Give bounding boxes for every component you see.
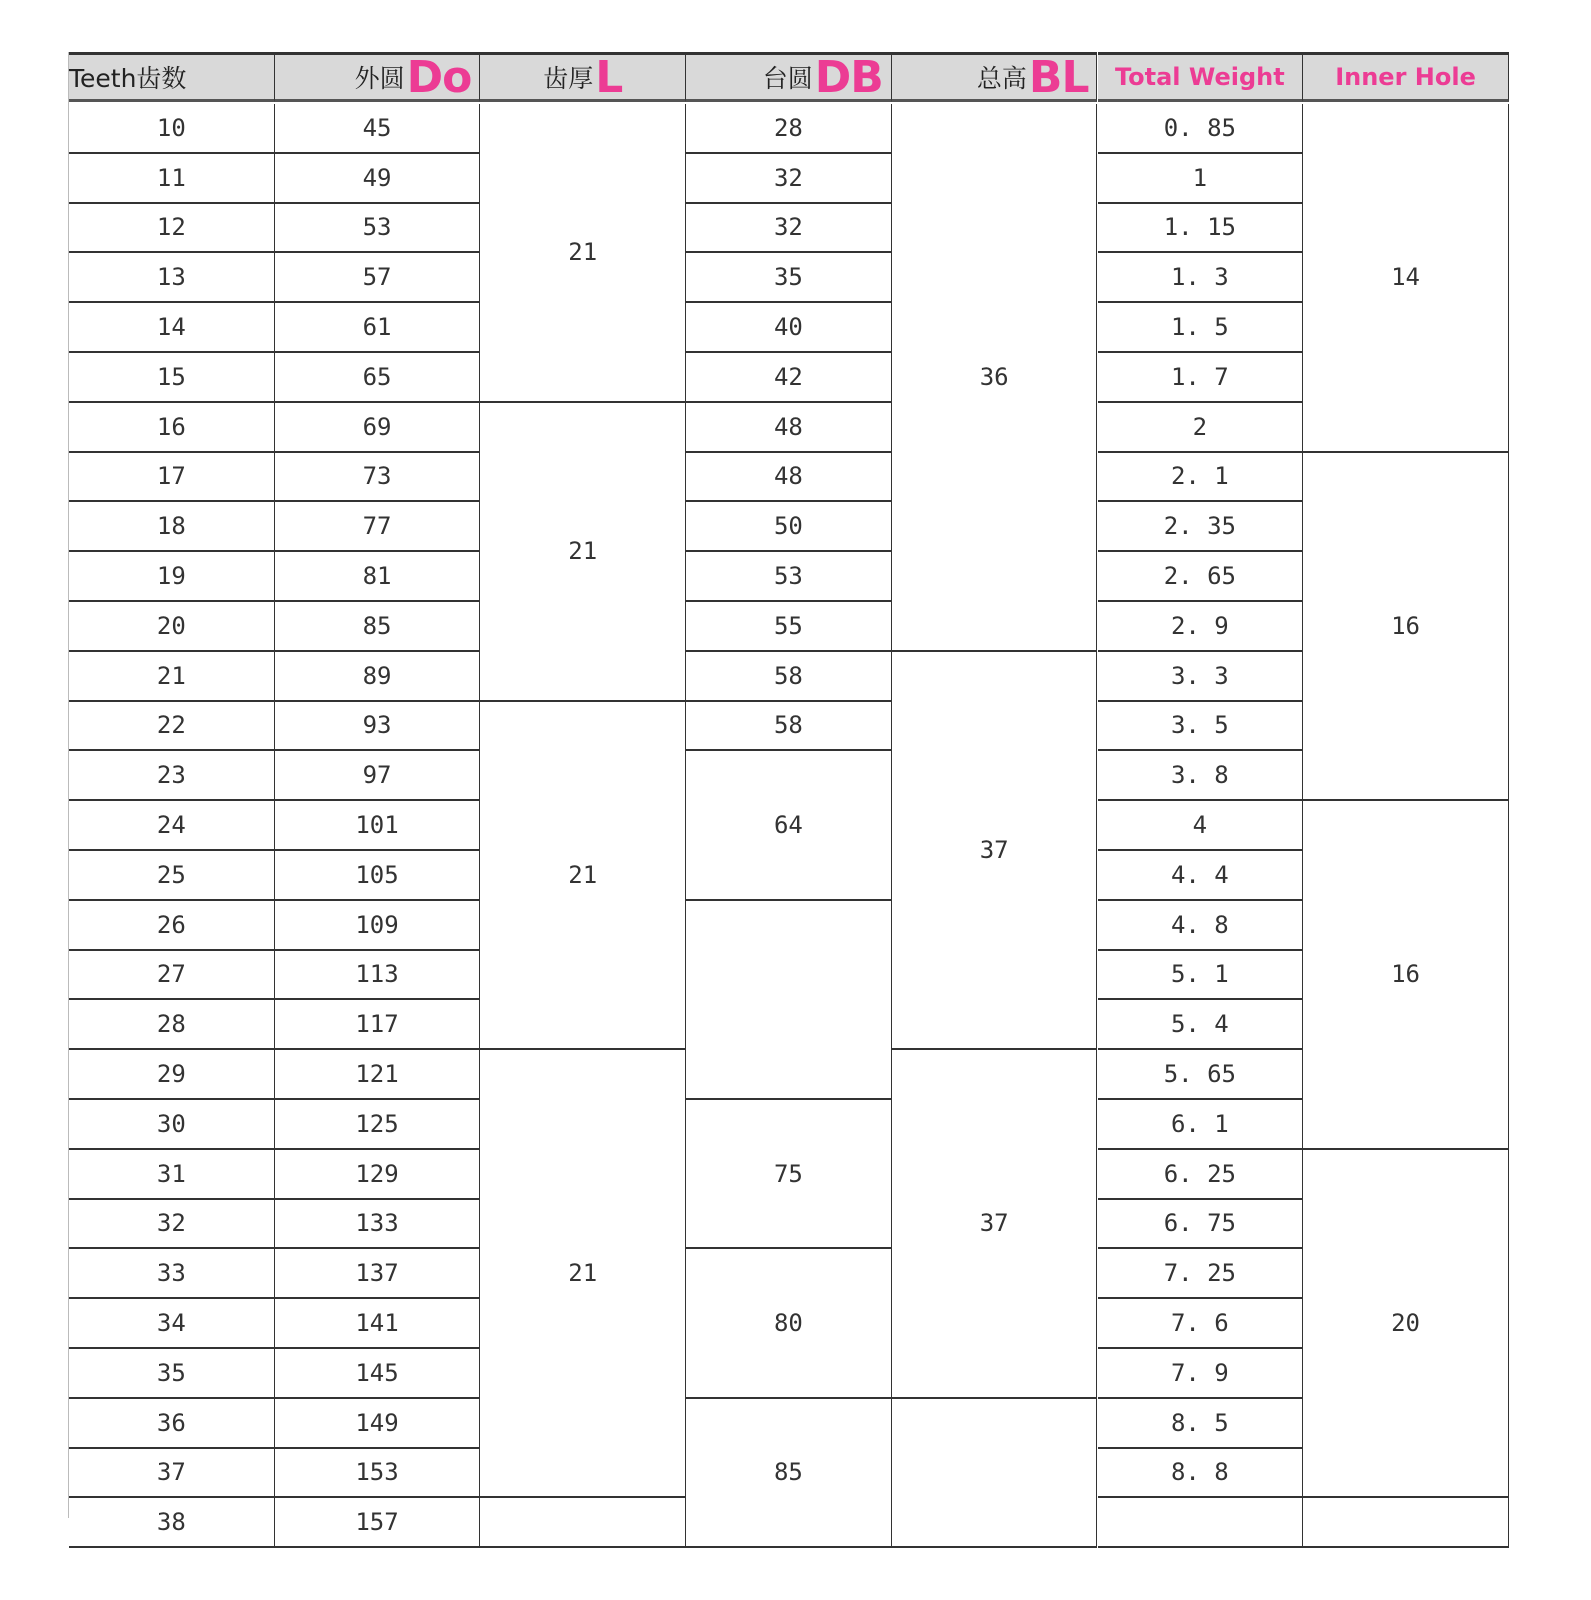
hub-diameter-cell: 85 xyxy=(686,1399,892,1548)
outer-diameter-cell: 69 xyxy=(275,403,481,453)
total-weight-cell: 7. 6 xyxy=(1098,1299,1304,1349)
teeth-cell: 35 xyxy=(69,1349,275,1399)
inner-hole-cell xyxy=(1303,1498,1509,1548)
hub-diameter-cell: 58 xyxy=(686,652,892,702)
hub-diameter-cell: 48 xyxy=(686,403,892,453)
outer-diameter-cell: 145 xyxy=(275,1349,481,1399)
total-weight-cell: 7. 25 xyxy=(1098,1249,1304,1299)
header-outer-diameter xyxy=(275,52,481,102)
header-label: 台圆 xyxy=(762,64,813,93)
outer-diameter-cell: 81 xyxy=(275,552,481,602)
header-total-height xyxy=(892,52,1098,102)
header-label: 齿厚 xyxy=(543,64,594,93)
hub-diameter-cell: 48 xyxy=(686,453,892,503)
hub-diameter-cell: 58 xyxy=(686,702,892,752)
total-weight-cell: 6. 75 xyxy=(1098,1200,1304,1250)
hub-diameter-cell: 55 xyxy=(686,602,892,652)
header-label: Total Weight xyxy=(1114,63,1285,91)
teeth-cell: 18 xyxy=(69,502,275,552)
hub-diameter-cell: 32 xyxy=(686,204,892,254)
total-weight-cell xyxy=(1098,1498,1304,1548)
teeth-cell: 25 xyxy=(69,851,275,901)
outer-diameter-cell: 117 xyxy=(275,1000,481,1050)
total-weight-cell: 5. 4 xyxy=(1098,1000,1304,1050)
header-label: Teeth齿数 xyxy=(69,64,187,93)
teeth-cell: 28 xyxy=(69,1000,275,1050)
teeth-cell: 33 xyxy=(69,1249,275,1299)
teeth-cell: 20 xyxy=(69,602,275,652)
outer-diameter-cell: 85 xyxy=(275,602,481,652)
outer-diameter-cell: 93 xyxy=(275,702,481,752)
inner-hole-cell: 16 xyxy=(1303,801,1509,1150)
total-weight-cell: 1 xyxy=(1098,154,1304,204)
teeth-cell: 24 xyxy=(69,801,275,851)
teeth-cell: 29 xyxy=(69,1050,275,1100)
hub-diameter-cell: 53 xyxy=(686,552,892,602)
header-label: L xyxy=(595,51,623,103)
teeth-cell: 21 xyxy=(69,652,275,702)
header-label: 外圆 xyxy=(354,64,405,93)
total-height-cell: 36 xyxy=(892,104,1098,652)
total-height-cell: 37 xyxy=(892,1050,1098,1399)
total-weight-cell: 5. 65 xyxy=(1098,1050,1304,1100)
outer-diameter-cell: 49 xyxy=(275,154,481,204)
hub-diameter-cell: 32 xyxy=(686,154,892,204)
total-weight-cell: 3. 5 xyxy=(1098,702,1304,752)
outer-diameter-cell: 109 xyxy=(275,901,481,951)
total-weight-cell: 8. 8 xyxy=(1098,1449,1304,1499)
teeth-cell: 15 xyxy=(69,353,275,403)
outer-diameter-cell: 153 xyxy=(275,1449,481,1499)
outer-diameter-cell: 141 xyxy=(275,1299,481,1349)
teeth-cell: 16 xyxy=(69,403,275,453)
outer-diameter-cell: 45 xyxy=(275,104,481,154)
total-weight-cell: 1. 7 xyxy=(1098,353,1304,403)
total-weight-cell: 6. 25 xyxy=(1098,1150,1304,1200)
outer-diameter-cell: 73 xyxy=(275,453,481,503)
total-weight-cell: 4 xyxy=(1098,801,1304,851)
teeth-cell: 17 xyxy=(69,453,275,503)
total-weight-cell: 2 xyxy=(1098,403,1304,453)
outer-diameter-cell: 149 xyxy=(275,1399,481,1449)
teeth-cell: 22 xyxy=(69,702,275,752)
outer-diameter-cell: 157 xyxy=(275,1498,481,1548)
header-label: 总高 xyxy=(976,64,1027,93)
header-total-weight xyxy=(1098,52,1304,102)
teeth-cell: 12 xyxy=(69,204,275,254)
header-label: Inner Hole xyxy=(1335,63,1476,91)
total-weight-cell: 6. 1 xyxy=(1098,1100,1304,1150)
outer-diameter-cell: 137 xyxy=(275,1249,481,1299)
header-tooth-thickness xyxy=(480,52,686,102)
teeth-cell: 37 xyxy=(69,1449,275,1499)
outer-diameter-cell: 133 xyxy=(275,1200,481,1250)
outer-diameter-cell: 105 xyxy=(275,851,481,901)
header-inner-hole xyxy=(1303,52,1509,102)
total-weight-cell: 8. 5 xyxy=(1098,1399,1304,1449)
teeth-cell: 38 xyxy=(69,1498,275,1548)
outer-diameter-cell: 65 xyxy=(275,353,481,403)
total-weight-cell: 2. 1 xyxy=(1098,453,1304,503)
header-teeth xyxy=(69,52,275,102)
teeth-cell: 32 xyxy=(69,1200,275,1250)
teeth-cell: 26 xyxy=(69,901,275,951)
total-weight-cell: 2. 9 xyxy=(1098,602,1304,652)
outer-diameter-cell: 89 xyxy=(275,652,481,702)
outer-diameter-cell: 125 xyxy=(275,1100,481,1150)
outer-diameter-cell: 121 xyxy=(275,1050,481,1100)
teeth-cell: 34 xyxy=(69,1299,275,1349)
total-weight-cell: 4. 8 xyxy=(1098,901,1304,951)
outer-diameter-cell: 129 xyxy=(275,1150,481,1200)
hub-diameter-cell: 42 xyxy=(686,353,892,403)
tooth-thickness-cell: 21 xyxy=(480,702,686,1051)
teeth-cell: 10 xyxy=(69,104,275,154)
tooth-thickness-cell xyxy=(480,1498,686,1548)
total-weight-cell: 3. 8 xyxy=(1098,751,1304,801)
total-weight-cell: 1. 15 xyxy=(1098,204,1304,254)
outer-diameter-cell: 113 xyxy=(275,951,481,1001)
outer-diameter-cell: 97 xyxy=(275,751,481,801)
total-weight-cell: 5. 1 xyxy=(1098,951,1304,1001)
total-height-cell: 37 xyxy=(892,652,1098,1050)
hub-diameter-cell: 64 xyxy=(686,751,892,900)
total-weight-cell: 4. 4 xyxy=(1098,851,1304,901)
total-weight-cell: 3. 3 xyxy=(1098,652,1304,702)
teeth-cell: 14 xyxy=(69,303,275,353)
inner-hole-cell: 16 xyxy=(1303,453,1509,802)
outer-diameter-cell: 101 xyxy=(275,801,481,851)
teeth-cell: 27 xyxy=(69,951,275,1001)
total-weight-cell: 1. 5 xyxy=(1098,303,1304,353)
inner-hole-cell: 14 xyxy=(1303,104,1509,453)
header-label: BL xyxy=(1028,51,1089,103)
outer-diameter-cell: 57 xyxy=(275,253,481,303)
outer-diameter-cell: 77 xyxy=(275,502,481,552)
teeth-cell: 30 xyxy=(69,1100,275,1150)
specification-table xyxy=(68,51,1509,1537)
tooth-thickness-cell: 21 xyxy=(480,104,686,403)
header-hub-diameter xyxy=(686,52,892,102)
outer-diameter-cell: 61 xyxy=(275,303,481,353)
total-weight-cell: 2. 65 xyxy=(1098,552,1304,602)
teeth-cell: 19 xyxy=(69,552,275,602)
teeth-cell: 36 xyxy=(69,1399,275,1449)
total-height-cell xyxy=(892,1399,1098,1548)
teeth-cell: 11 xyxy=(69,154,275,204)
total-weight-cell: 0. 85 xyxy=(1098,104,1304,154)
total-weight-cell: 2. 35 xyxy=(1098,502,1304,552)
hub-diameter-cell: 50 xyxy=(686,502,892,552)
teeth-cell: 13 xyxy=(69,253,275,303)
teeth-cell: 31 xyxy=(69,1150,275,1200)
inner-hole-cell: 20 xyxy=(1303,1150,1509,1499)
hub-diameter-cell: 40 xyxy=(686,303,892,353)
total-weight-cell: 7. 9 xyxy=(1098,1349,1304,1399)
header-label: Do xyxy=(406,51,472,103)
header-label: DB xyxy=(814,51,883,103)
total-weight-cell: 1. 3 xyxy=(1098,253,1304,303)
hub-diameter-cell: 75 xyxy=(686,1100,892,1249)
outer-diameter-cell: 53 xyxy=(275,204,481,254)
hub-diameter-cell: 35 xyxy=(686,253,892,303)
hub-diameter-cell xyxy=(686,901,892,1100)
hub-diameter-cell: 80 xyxy=(686,1249,892,1398)
hub-diameter-cell: 28 xyxy=(686,104,892,154)
tooth-thickness-cell: 21 xyxy=(480,403,686,702)
teeth-cell: 23 xyxy=(69,751,275,801)
tooth-thickness-cell: 21 xyxy=(480,1050,686,1498)
